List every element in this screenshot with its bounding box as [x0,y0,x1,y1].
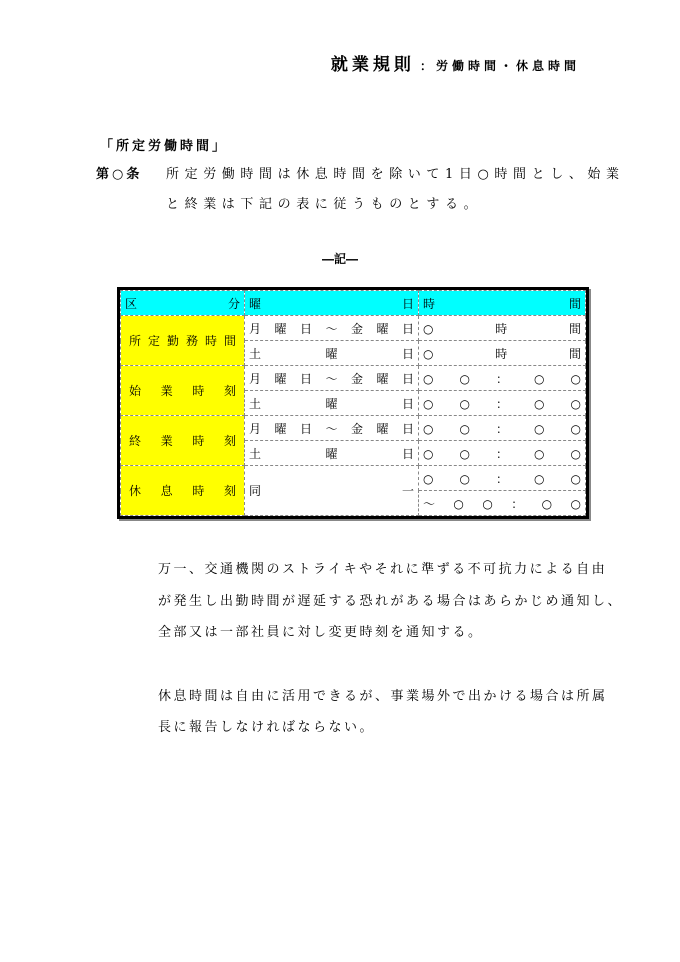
time-cell: ○ 時 間 [419,316,586,341]
time-cell: ～○○：○○ [419,491,586,516]
paragraph-2-line-2: 長に報告しなければならない。 [158,720,376,735]
schedule-table-frame [117,287,589,519]
article-line-2: と終業は下記の表に従うものとする。 [166,197,483,212]
schedule-table [120,290,586,516]
paragraph-2-line-1: 休息時間は自由に活用できるが、事業場外で出かける場合は所属 [158,689,608,704]
time-cell: ○ 時 間 [419,341,586,366]
header-category: 区 分 [121,291,245,316]
header-days: 曜 日 [245,291,419,316]
time-cell: ○○：○○ [419,441,586,466]
table-row [121,316,586,341]
header-time: 時 間 [419,291,586,316]
paragraph-1-line-3: 全部又は一部社員に対し変更時刻を通知する。 [158,625,484,640]
paragraph-1-line-2: が発生し出勤時間が遅延する恐れがある場合はあらかじめ通知し、 [158,594,624,609]
time-cell: ○○：○○ [419,391,586,416]
ki-label: ―記― [321,252,358,266]
table-row [121,366,586,391]
row-label: 所定勤務時間 [121,316,245,366]
document-subtitle: ：労働時間・休息時間 [419,59,580,73]
row-label: 休息時刻 [121,466,245,516]
time-cell: ○○：○○ [419,366,586,391]
paragraph-1-line-1: 万一、交通機関のストライキやそれに準ずる不可抗力による自由 [158,562,608,577]
table-row [121,466,586,491]
table-row [121,416,586,441]
day-cell: 土 曜 日 [245,441,419,466]
time-cell: ○○：○○ [419,466,586,491]
row-label: 始業時刻 [121,366,245,416]
day-cell: 月曜日～金曜日 [245,366,419,391]
section-title: 「所定労働時間」 [100,139,229,154]
row-label: 終業時刻 [121,416,245,466]
day-cell: 土 曜 日 [245,391,419,416]
day-cell: 月曜日～金曜日 [245,416,419,441]
document-header [331,50,580,75]
day-cell: 月曜日～金曜日 [245,316,419,341]
document-title: 就業規則 [330,55,415,75]
day-cell: 土 曜 日 [245,341,419,366]
table-header-row [121,291,586,316]
day-cell: 同 一 [245,466,419,516]
article-line-1: 所定労働時間は休息時間を除いて1日○時間とし、始業 [166,167,625,182]
time-cell: ○○：○○ [419,416,586,441]
article-label: 第○条 [96,167,143,182]
